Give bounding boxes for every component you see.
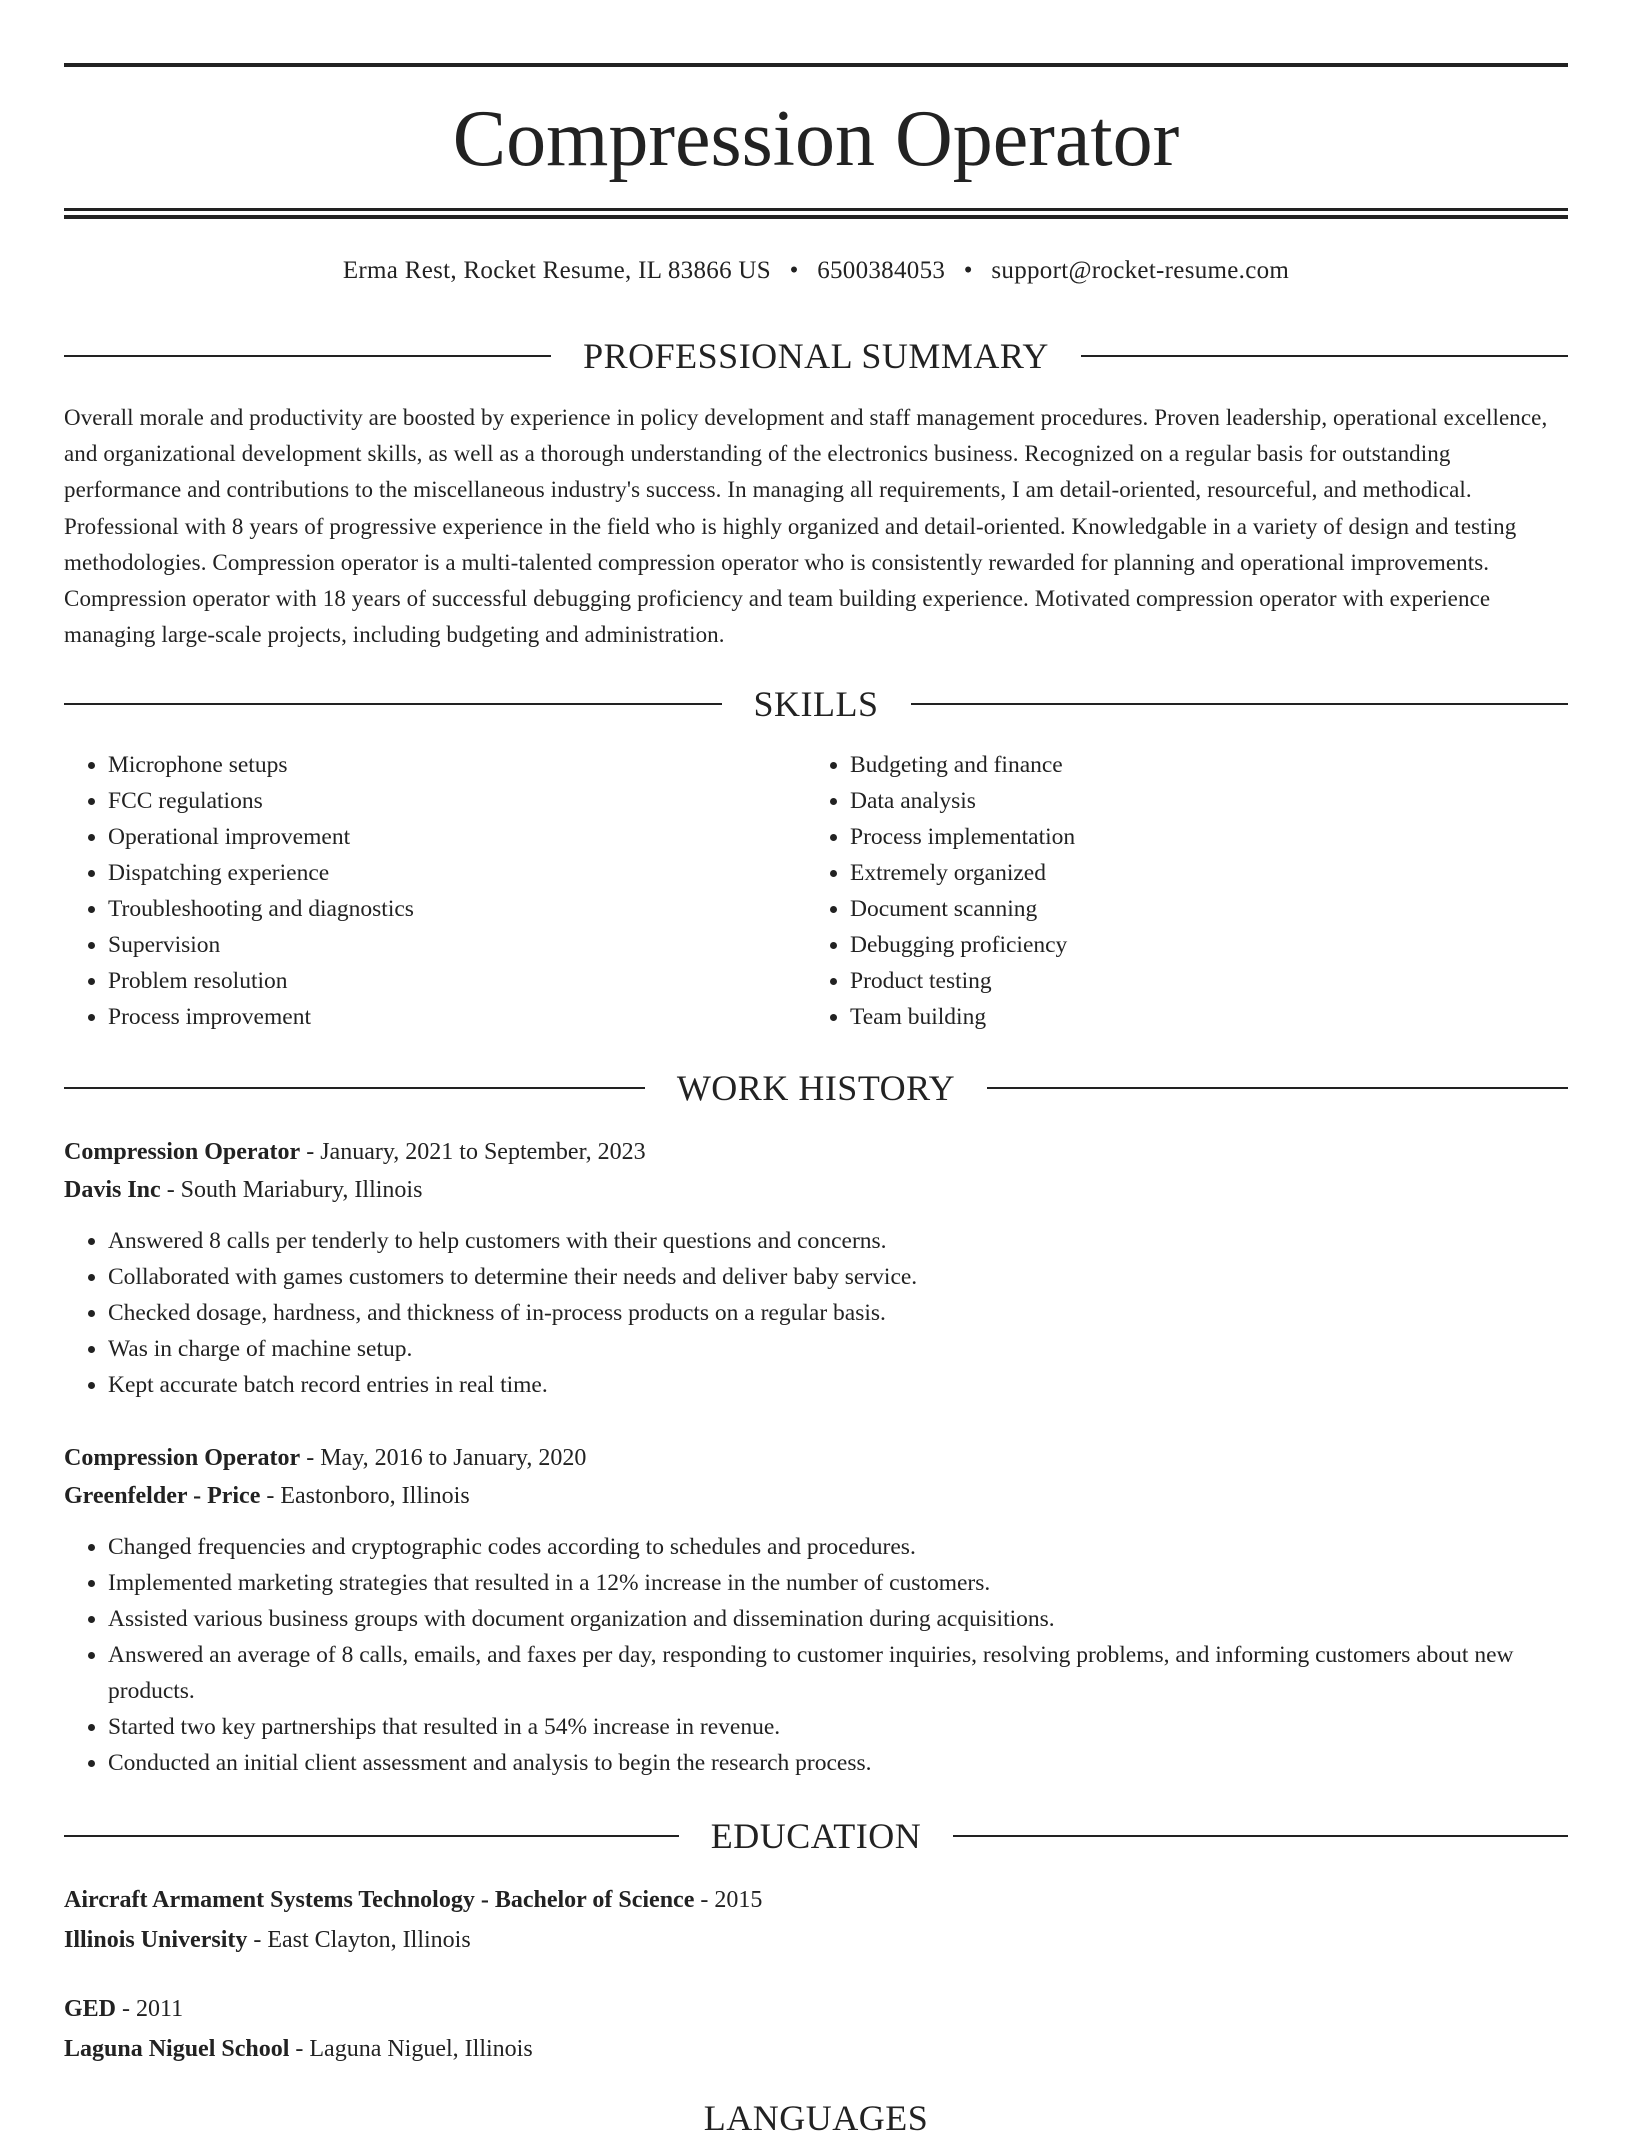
education-location: - Laguna Niguel, Illinois [289, 2036, 533, 2062]
job-company: Greenfelder - Price [64, 1483, 261, 1509]
education-year: - 2015 [694, 1887, 763, 1913]
job-entry [64, 1133, 1568, 1403]
skills-column-left [64, 747, 764, 1035]
page-title: Compression Operator [452, 95, 1180, 183]
skill-item: • Problem resolution [108, 963, 764, 999]
divider [953, 1835, 1568, 1837]
job-dates: - January, 2021 to September, 2023 [300, 1139, 646, 1165]
job-bullet: • Kept accurate batch record entries in real time. [108, 1367, 1568, 1403]
divider [64, 355, 551, 357]
education-degree: Aircraft Armament Systems Technology - Bachelor of Science [64, 1887, 695, 1913]
skill-item: • Team building [850, 999, 1506, 1035]
education-school-line [64, 1920, 1568, 1960]
divider [64, 1087, 645, 1089]
section-title: EDUCATION [710, 1816, 922, 1856]
education-school: Laguna Niguel School [64, 2036, 290, 2062]
education-entry [64, 1880, 1568, 1960]
education-degree-line [64, 1880, 1568, 1920]
skill-item: • Supervision [108, 927, 764, 963]
skill-item: • Document scanning [850, 891, 1506, 927]
languages-heading [64, 2096, 1568, 2140]
education-location: - East Clayton, Illinois [247, 1927, 471, 1953]
education-school: Illinois University [64, 1927, 248, 1953]
job-entry [64, 1439, 1568, 1781]
job-location: - South Mariabury, Illinois [160, 1177, 423, 1203]
job-bullet: • Implemented marketing strategies that resulted in a 12% increase in the number of customers. [108, 1565, 1568, 1601]
contact-address: Erma Rest, Rocket Resume, IL 83866 US [342, 257, 771, 284]
summary-heading [64, 334, 1568, 378]
header-top-rule [64, 63, 1568, 67]
job-company-line [64, 1171, 1568, 1209]
job-bullets [64, 1223, 1568, 1403]
summary-text: Overall morale and productivity are boosted by experience in policy development and staff management procedures. Proven leadership, operational excellence, and organizational development skills, as well as a thorough understanding of the electronics business. Recognized on a regular basis for outstanding performance and contributions to the miscellaneous industry's success. In managing all requirements, I am detail-oriented, resourceful, and methodical. Professional with 8 years of progressive experience in the field who is highly organized and detail-oriented. Knowledgable in a variety of design and testing methodologies. Compression operator is a multi-talented compression operator who is consistently rewarded for planning and operational improvements. Compression operator with 18 years of successful debugging proficiency and team building experience. Motivated compression operator with experience managing large-scale projects, including budgeting and administration. [64, 405, 1548, 648]
job-title: Compression Operator [64, 1445, 301, 1471]
divider [1081, 355, 1568, 357]
divider [64, 1835, 679, 1837]
skill-item: • Dispatching experience [108, 855, 764, 891]
skill-item: • Extremely organized [850, 855, 1506, 891]
section-title: PROFESSIONAL SUMMARY [583, 336, 1049, 376]
contact-email: support@rocket-resume.com [991, 257, 1290, 284]
skills-list [806, 747, 1506, 1035]
divider [987, 1087, 1568, 1089]
divider [64, 703, 722, 705]
job-location: - Eastonboro, Illinois [260, 1483, 470, 1509]
job-bullet: • Started two key partnerships that resulted in a 54% increase in revenue. [108, 1709, 1568, 1745]
skill-item: • FCC regulations [108, 783, 764, 819]
job-bullet: • Answered an average of 8 calls, emails, and faxes per day, responding to customer inquiries, resolving problems, and informing customers about new products. [108, 1637, 1568, 1709]
skill-item: • Product testing [850, 963, 1506, 999]
divider [911, 703, 1569, 705]
skills-list [64, 747, 764, 1035]
job-bullet: • Collaborated with games customers to determine their needs and deliver baby service. [108, 1259, 1568, 1295]
job-title-line [64, 1133, 1568, 1171]
contact-separator: • [789, 257, 799, 284]
contact-phone: 6500384053 [817, 257, 946, 284]
header-double-rule-upper [64, 208, 1568, 211]
job-bullets [64, 1529, 1568, 1781]
skills-column-right [806, 747, 1506, 1035]
job-title-line [64, 1439, 1568, 1477]
skill-item: • Data analysis [850, 783, 1506, 819]
job-bullet: • Answered 8 calls per tenderly to help customers with their questions and concerns. [108, 1223, 1568, 1259]
job-bullet: • Checked dosage, hardness, and thickness of in-process products on a regular basis. [108, 1295, 1568, 1331]
contact-line [64, 254, 1568, 288]
education-school-line [64, 2029, 1568, 2069]
skill-item: • Budgeting and finance [850, 747, 1506, 783]
skill-item: • Debugging proficiency [850, 927, 1506, 963]
job-dates: - May, 2016 to January, 2020 [300, 1445, 587, 1471]
skill-item: • Microphone setups [108, 747, 764, 783]
job-bullet: • Was in charge of machine setup. [108, 1331, 1568, 1367]
skill-item: • Troubleshooting and diagnostics [108, 891, 764, 927]
education-heading [64, 1814, 1568, 1858]
education-degree: GED [64, 1996, 117, 2022]
section-title: LANGUAGES [703, 2098, 929, 2138]
job-bullet: • Conducted an initial client assessment and analysis to begin the research process. [108, 1745, 1568, 1781]
skill-item: • Process improvement [108, 999, 764, 1035]
section-title: WORK HISTORY [676, 1068, 956, 1108]
education-entry [64, 1989, 1568, 2069]
header-double-rule-lower [64, 215, 1568, 219]
job-bullet: • Assisted various business groups with document organization and dissemination during acquisitions. [108, 1601, 1568, 1637]
contact-separator: • [963, 257, 973, 284]
job-company: Davis Inc [64, 1177, 161, 1203]
job-bullet: • Changed frequencies and cryptographic codes according to schedules and procedures. [108, 1529, 1568, 1565]
work-history-heading [64, 1066, 1568, 1110]
job-company-line [64, 1477, 1568, 1515]
education-year: - 2011 [116, 1996, 184, 2022]
section-title: SKILLS [753, 684, 879, 724]
skill-item: • Process implementation [850, 819, 1506, 855]
education-degree-line [64, 1989, 1568, 2029]
skill-item: • Operational improvement [108, 819, 764, 855]
skills-heading [64, 682, 1568, 726]
job-title: Compression Operator [64, 1139, 301, 1165]
